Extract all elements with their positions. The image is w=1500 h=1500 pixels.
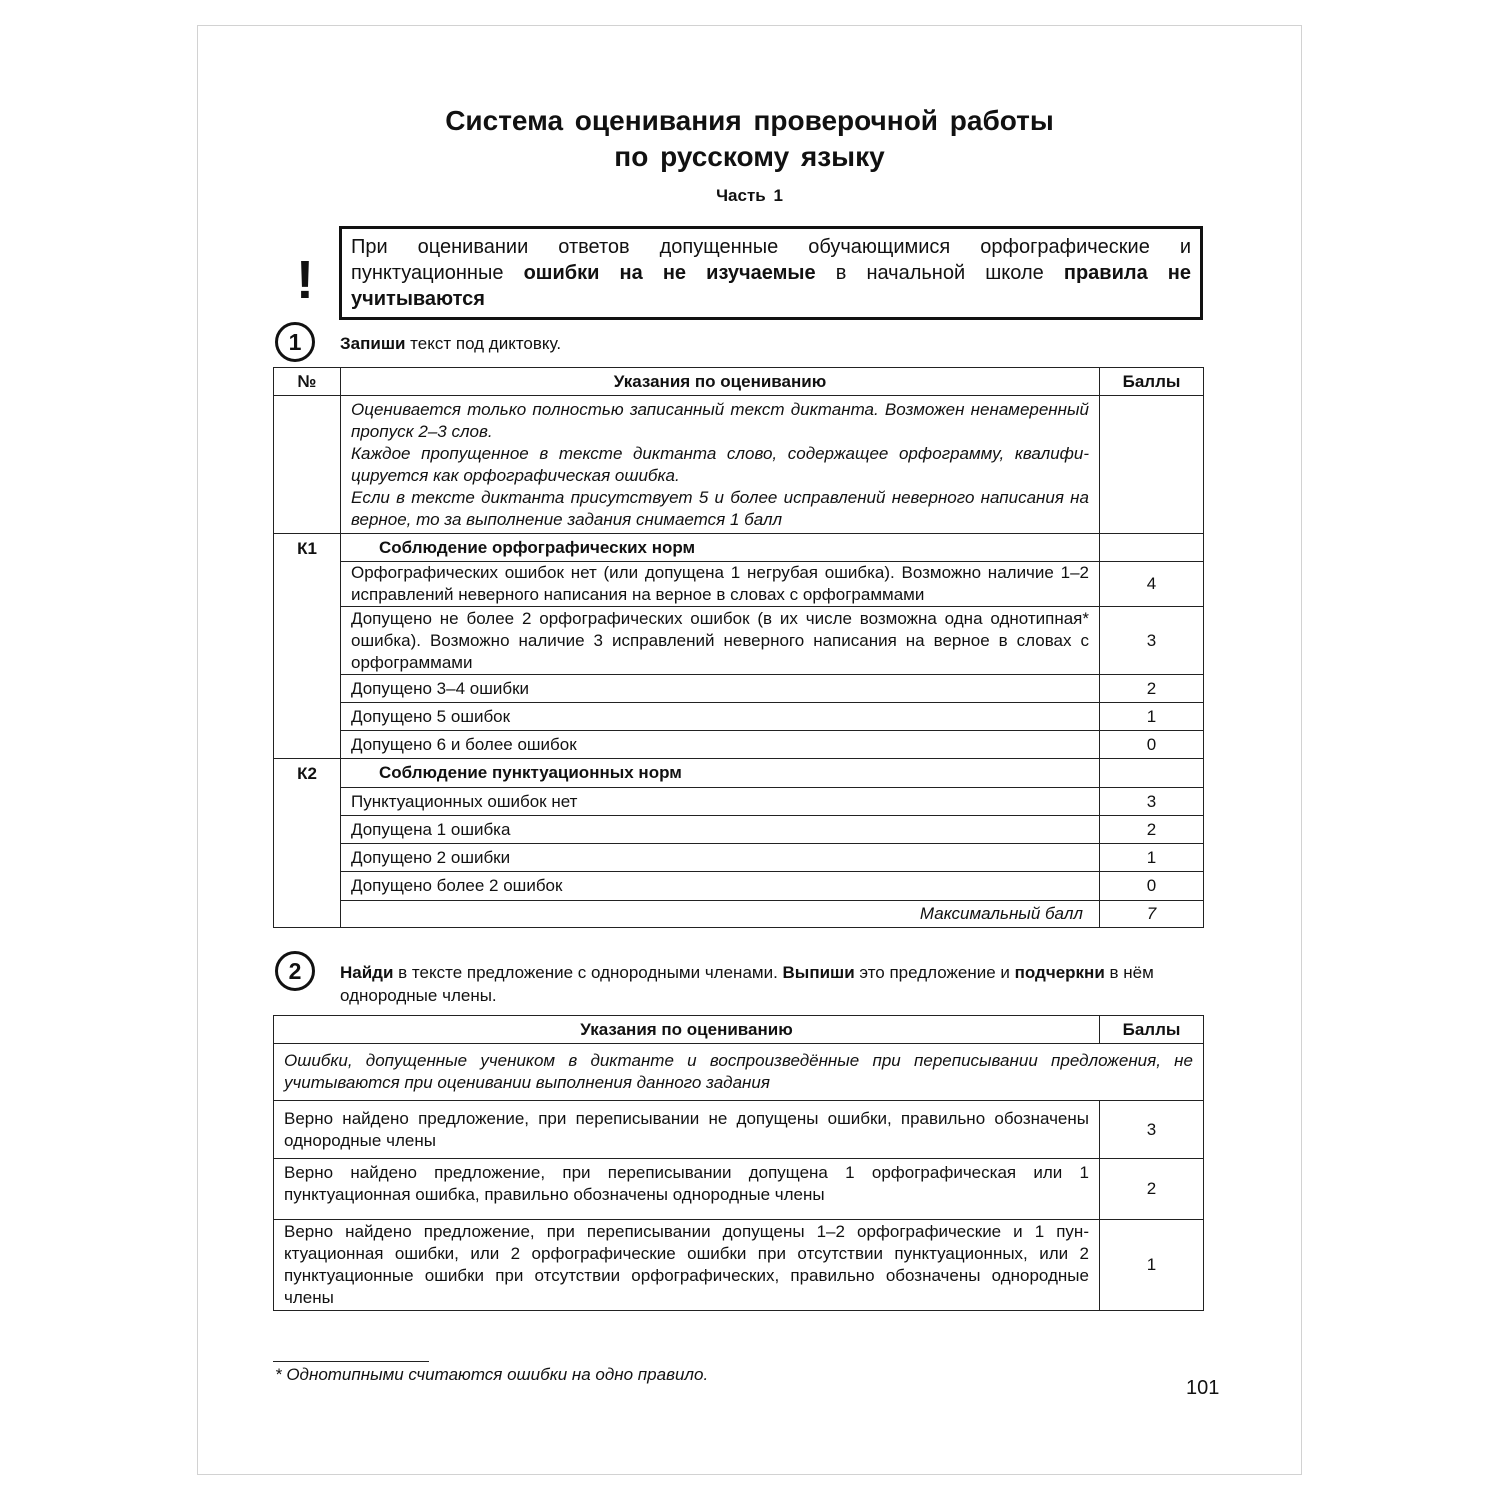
- notice-bold-1: ошибки на не изучаемые: [523, 262, 816, 284]
- title-line-2: по русскому языку: [614, 141, 885, 172]
- criterion-text: Допущена 1 ошибка: [341, 816, 1100, 844]
- criterion-text: Допущено более 2 ошибок: [341, 872, 1100, 901]
- criterion-title-k2: Соблюдение пунктуационных норм: [341, 759, 1100, 788]
- criterion-title-k1: Соблюдение орфографических норм: [341, 534, 1100, 562]
- header-instructions: Указания по оцениванию: [341, 368, 1100, 396]
- header-instructions: Указания по оцениванию: [274, 1016, 1100, 1044]
- criterion-score: 1: [1100, 844, 1204, 872]
- criterion-score: 3: [1100, 788, 1204, 816]
- criterion-text: Орфографических ошибок нет (или допущена 1 негрубая ошибка). Возможно наличие 1–2 исправлений неверного написания на верное в словах с орфограммами: [341, 562, 1100, 607]
- task-2-verb-2: Выпиши: [782, 963, 855, 982]
- intro-cell: Ошибки, допущенные учеником в диктанте и воспроизведённые при переписывании предложения, не учитываются при оценивании выполнения данного задания: [274, 1044, 1204, 1101]
- criterion-score: 0: [1100, 731, 1204, 759]
- intro-cell: [341, 396, 1100, 534]
- criterion-score: 2: [1100, 675, 1204, 703]
- task-1-instruction: [340, 332, 561, 355]
- criterion-code-k2: К2: [274, 759, 341, 928]
- empty-cell: [1100, 534, 1204, 562]
- criterion-text: Допущено 5 ошибок: [341, 703, 1100, 731]
- table-row: [274, 901, 1204, 928]
- criterion-text: Верно найдено предложение, при переписывании допущена 1 орфографическая или 1 пунктуационная ошибка, правильно обозначены однородные члены: [274, 1159, 1100, 1220]
- criterion-score: 1: [1100, 703, 1204, 731]
- task-1-verb: Запиши: [340, 334, 406, 353]
- task-1-rest: текст под диктовку.: [405, 334, 562, 353]
- table-row: [274, 607, 1204, 675]
- title-line-1: Система оценивания проверочной работы: [445, 105, 1054, 136]
- criterion-score: 2: [1100, 816, 1204, 844]
- criterion-text: Допущено 2 ошибки: [341, 844, 1100, 872]
- criterion-score: 4: [1100, 562, 1204, 607]
- empty-cell: [1100, 396, 1204, 534]
- page-title: [197, 103, 1302, 175]
- table-row: [274, 788, 1204, 816]
- criterion-score: 0: [1100, 872, 1204, 901]
- empty-cell: [1100, 759, 1204, 788]
- max-score-value: 7: [1100, 901, 1204, 928]
- task-1-number: 1: [275, 322, 315, 362]
- notice-text-2: в начальной школе: [835, 262, 1044, 284]
- table-row: [274, 1101, 1204, 1159]
- criterion-score: 1: [1100, 1220, 1204, 1311]
- table-row: [274, 534, 1204, 562]
- criterion-score: 3: [1100, 1101, 1204, 1159]
- table-row: [274, 759, 1204, 788]
- table-row: [274, 872, 1204, 901]
- part-label: Часть 1: [716, 186, 783, 205]
- empty-cell: [274, 396, 341, 534]
- task-2-verb-1: Найди: [340, 963, 394, 982]
- footnote: * Однотипными считаются ошибки на одно правило.: [275, 1365, 709, 1384]
- table-row: [274, 1044, 1204, 1101]
- table-row: [274, 1220, 1204, 1311]
- task-2-number: 2: [275, 951, 315, 991]
- intro-line-2: Каждое пропущенное в тексте диктанта слово, содержащее орфограмму, квалифицируется как орфографическая ошибка.: [351, 444, 1089, 485]
- task-2-instruction: [340, 961, 1204, 1007]
- max-score-label: Максимальный балл: [341, 901, 1100, 928]
- task-1-table: [273, 367, 1204, 928]
- criterion-text: Допущено 3–4 ошибки: [341, 675, 1100, 703]
- table-row: [274, 731, 1204, 759]
- intro-line-1: Оценивается только полностью записанный текст диктанта. Возможен ненамеренный пропуск 2–3 слов.: [351, 400, 1089, 441]
- criterion-text: Верно найдено предложение, при переписывании допущены 1–2 орфографические и 1 пунктуационная ошибки, или 2 орфографические ошибки при отсутствии пунктуационных, или 2 пунктуационные ошибки при отсутствии орфографических, правильно обозначены однородные члены: [274, 1220, 1100, 1311]
- table-row: [274, 562, 1204, 607]
- notice-bold-2: правила не учитываются: [351, 262, 1192, 310]
- header-score: Баллы: [1100, 368, 1204, 396]
- task-2-verb-3: подчеркни: [1014, 963, 1105, 982]
- table-header-row: [274, 368, 1204, 396]
- task-2-text-3: в нём однородные члены.: [340, 963, 1154, 1005]
- intro-line-3: Если в тексте диктанта присутствует 5 и более исправлений неверного написания на верное, то за выполнение задания снимается 1 балл: [351, 488, 1089, 529]
- table-header-row: [274, 1016, 1204, 1044]
- criterion-code-k1: К1: [274, 534, 341, 759]
- table-row: [274, 816, 1204, 844]
- task-2-table: [273, 1015, 1204, 1311]
- notice-text-1: При оценивании ответов допущенные обучающимися орфографические и пунктуационные: [351, 236, 1191, 284]
- header-score: Баллы: [1100, 1016, 1204, 1044]
- criterion-score: 2: [1100, 1159, 1204, 1220]
- criterion-text: Верно найдено предложение, при переписывании не допущены ошибки, правильно обозначены однородные члены: [274, 1101, 1100, 1159]
- criterion-text: Допущено не более 2 орфографических ошибок (в их числе возможна одна однотипная* ошибка). Возможно наличие 3 исправлений неверного написания на верное в словах с орфограммами: [341, 607, 1100, 675]
- criterion-text: Допущено 6 и более ошибок: [341, 731, 1100, 759]
- page-number: 101: [1186, 1377, 1220, 1399]
- table-row: [274, 396, 1204, 534]
- header-number: №: [274, 368, 341, 396]
- table-row: [274, 844, 1204, 872]
- task-2-text-2: это предложение и: [854, 963, 1015, 982]
- footnote-divider: [273, 1361, 429, 1362]
- criterion-text: Пунктуационных ошибок нет: [341, 788, 1100, 816]
- notice-box: [339, 226, 1203, 320]
- exclamation-icon: !: [296, 250, 314, 310]
- criterion-score: 3: [1100, 607, 1204, 675]
- table-row: [274, 1159, 1204, 1220]
- table-row: [274, 703, 1204, 731]
- table-row: [274, 675, 1204, 703]
- task-2-text-1: в тексте предложение с однородными членами.: [393, 963, 783, 982]
